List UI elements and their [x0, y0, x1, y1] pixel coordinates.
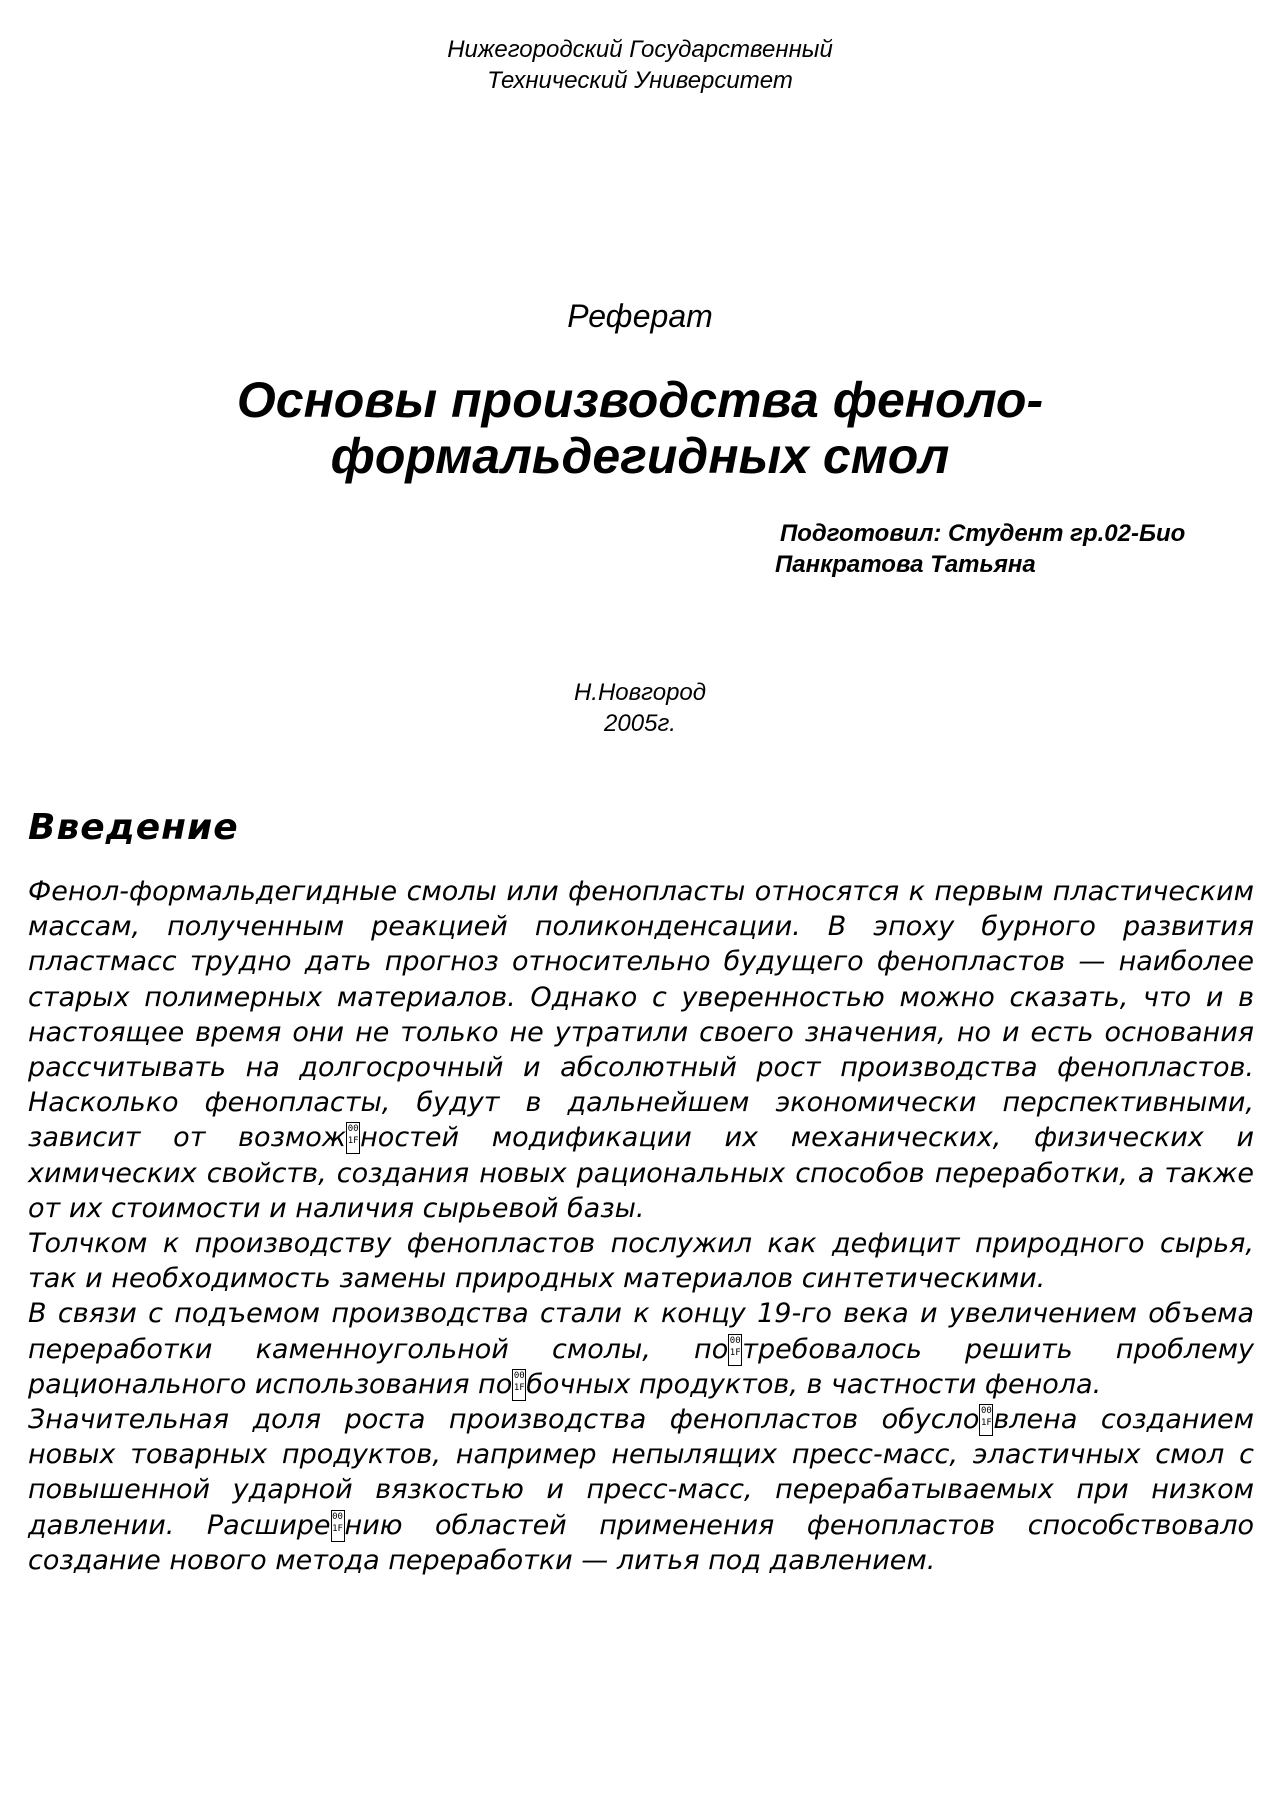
paragraph-4-text-c: нию областей применения фенопластов способствовало создание нового метода переработки — литья под давлением. [28, 1509, 1254, 1576]
missing-glyph-box: 00 1F [331, 1510, 345, 1542]
missing-glyph-box: 00 1F [728, 1334, 742, 1366]
paragraph-2: Толчком к производству фенопластов послужил как дефицит природного сырья, так и необходимость замены природных материалов синтетическими. [28, 1228, 1254, 1295]
city: Н.Новгород [573, 679, 707, 706]
author-prepared-by: Подготовил: Студент гр.02-Био [780, 520, 1186, 547]
paragraph-3-text-a: В связи с подъемом производства стали к концу 19-го века и увеличением объема переработки каменноугольной смолы, по [28, 1298, 1254, 1365]
university-header [0, 34, 1280, 96]
missing-glyph-box: 00 1F [346, 1122, 360, 1154]
document-title-line2: формальдегидных смол [330, 428, 950, 484]
missing-glyph-box: 00 1F [979, 1404, 993, 1436]
year: 2005г. [604, 710, 676, 737]
paragraph-4-text-a: Значительная доля роста производства фенопластов обусло [28, 1404, 980, 1436]
paragraph-1-text-b: ностей модификации их механических, физических и химических свойств, создания новых рациональных способов переработки, а также от их стоимости и наличия сырьевой базы. [28, 1122, 1254, 1224]
section-heading-introduction: Введение [28, 807, 239, 848]
introduction-body [28, 874, 1254, 1578]
document-title-line1: Основы производства феноло- [236, 372, 1044, 428]
paragraph-3-text-b: требовалось решить проблему рационального использования по [28, 1333, 1254, 1400]
document-type: Реферат [567, 298, 713, 334]
document-title [0, 372, 1280, 484]
missing-glyph-box: 00 1F [512, 1369, 526, 1401]
paragraph-3-text-c: бочных продуктов, в частности фенола. [526, 1368, 1102, 1400]
paragraph-1-text-a: Фенол-формальдегидные смолы или фенопласты относятся к первым пластическим массам, полученным реакцией поликонденсации. В эпоху бурного развития пластмасс трудно дать прогноз относительно будущего фенопластов — наиболее старых полимерных материалов. Однако с уверенностью можно сказать, что и в настоящее время они не только не утратили своего значения, но и есть основания рассчитывать на долгосрочный и абсолютный рост производства фенопластов. Насколько фенопласты, будут в дальнейшем экономически перспективными, зависит от возмож [28, 876, 1254, 1154]
place-and-year [0, 677, 1280, 739]
university-name-line1: Нижегородский Государственный [447, 36, 833, 63]
paragraph-4 [28, 1402, 1254, 1578]
university-name-line2: Технический Университет [487, 67, 793, 94]
paragraph-1 [28, 874, 1254, 1226]
paragraph-4-text-b: влена созданием новых товарных продуктов, например непылящих пресс-масс, эластичных смол с повышенной ударной вязкостью и пресс-масс, перерабатываемых при низком давлении. Расшире [28, 1404, 1254, 1541]
paragraph-3 [28, 1296, 1254, 1402]
author-name: Панкратова Татьяна [775, 551, 1036, 578]
